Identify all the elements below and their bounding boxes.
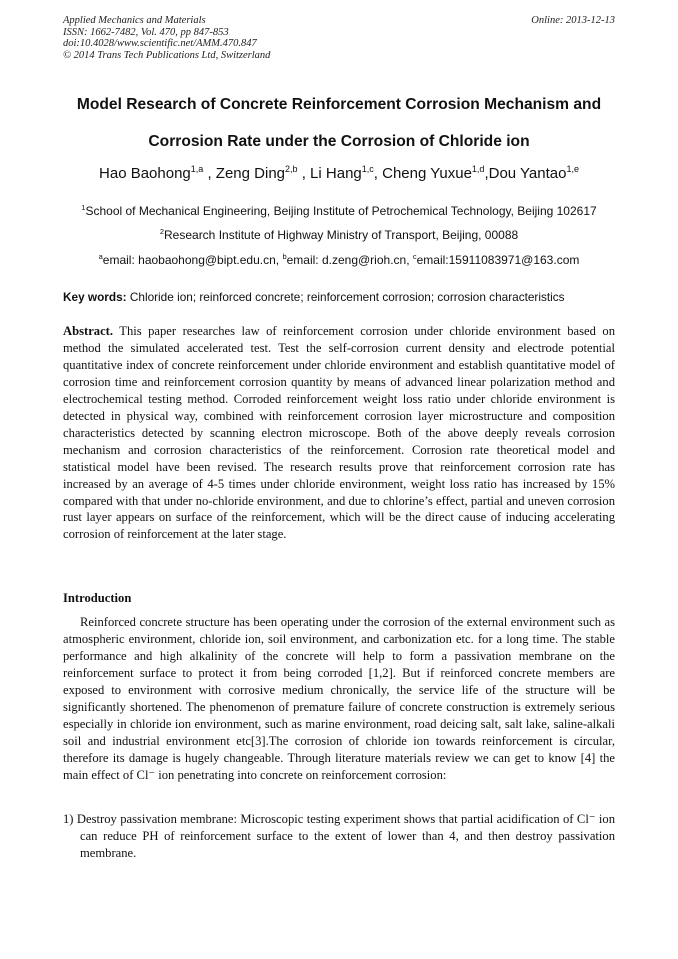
list-item: 1) Destroy passivation membrane: Microscopic testing experiment shows that partial acidification of Cl⁻ ion can reduce PH of reinforcement surface to the extent of lower than 4, and then destroy passivation membrane. — [63, 812, 615, 860]
author-name: Dou Yantao — [488, 165, 567, 182]
journal-name: Applied Mechanics and Materials — [63, 15, 206, 26]
keywords-label: Key words: — [63, 290, 127, 304]
author-superscript: 2,b — [285, 164, 298, 174]
introduction-paragraph: Reinforced concrete structure has been operating under the corrosion of the external environment such as atmospheric environment, chloride ion, soil environment, and carbonization etc. for a long time. The stable performance and high alkalinity of the concrete will help to form a passivation membrane on the reinforcement surface to protect it from being corroded [1,2]. But if reinforced concrete members are exposed to environment with corrosive medium chronically, the service life of the structure will be significantly shortened. The phenomenon of premature failure of concrete construction is extremely serious especially in chloride ion environment, such as marine environment, road deicing salt, salt lake, saline-alkali soil and industrial environment etc[3].The corrosion of chloride ion towards reinforcement is circular, therefore its damage is hugely changeable. Through literature materials review we can get to know [4] the main effect of Cl⁻ ion penetrating into concrete on reinforcement corrosion: — [63, 615, 615, 782]
email-superscript: a — [98, 252, 103, 261]
author-separator: , — [484, 165, 489, 182]
email-superscript: c — [412, 252, 417, 261]
author-name: Zeng Ding — [215, 165, 286, 182]
author-separator: , — [373, 165, 383, 182]
affiliation-1 — [20, 204, 658, 218]
author-list — [20, 165, 658, 182]
affiliation-superscript: 1 — [81, 203, 86, 212]
affiliation-text: School of Mechanical Engineering, Beijing Institute of Petrochemical Technology, Beijing 102617 — [85, 204, 597, 218]
keywords-line — [63, 290, 615, 304]
author-separator: , — [203, 165, 216, 182]
author-superscript: 1,c — [361, 164, 374, 174]
author-name: Cheng Yuxue — [382, 165, 472, 182]
online-date: Online: 2013-12-13 — [531, 15, 615, 26]
email-superscript: b — [282, 252, 287, 261]
abstract-label: Abstract. — [63, 324, 114, 338]
email-c: email:15911083971@163.com — [416, 253, 580, 267]
author-name: Hao Baohong — [99, 165, 191, 182]
title-line-2: Corrosion Rate under the Corrosion of Chloride ion — [148, 133, 530, 150]
abstract-text: This paper researches law of reinforcement corrosion under chloride environment based on method the simulated accelerated test. Test the self-corrosion current density and electrode potential quantitative index of concrete reinforcement under chloride environment and establish quantitative model of corrosion time and reinforcement corrosion quantity by means of advanced linear polarization method and electrochemical testing method. Corroded reinforcement weight loss ratio under chloride environment is detected in physical way, combined with reinforcement corrosion layer microstructure and composition characteristics detected by scanning electron microscope. Both of the above deeply reveals corrosion mechanism and corrosion characteristics of the reinforcement. Corrosion rate theoretical model and statistical model have been revised. The research results prove that reinforcement corrosion rate has increased by an average of 4-5 times under chloride environment, weight loss ratio has increased by 15% compared with that under no-chloride environment, and due to chlorine’s effect, partial and uneven corrosion rust layer appears on surface of the reinforcement, which will be the direct cause of inducing accelerating corrosion of reinforcement at the later stage. — [63, 324, 615, 542]
journal-header — [63, 15, 615, 61]
issn-line: ISSN: 1662-7482, Vol. 470, pp 847-853 — [63, 26, 229, 38]
affiliation-text: Research Institute of Highway Ministry of Transport, Beijing, 00088 — [164, 228, 519, 242]
author-separator: , — [297, 165, 311, 182]
title-line-1: Model Research of Concrete Reinforcement Corrosion Mechanism and — [76, 96, 602, 113]
keywords-text: Chloride ion; reinforced concrete; reinforcement corrosion; corrosion characteristics — [126, 290, 565, 304]
paper-title — [40, 86, 638, 160]
abstract-paragraph — [63, 323, 615, 543]
copyright-line: © 2014 Trans Tech Publications Ltd, Switzerland — [63, 49, 271, 61]
email-b: email: d.zeng@rioh.cn, — [286, 253, 413, 267]
email-a: email: haobaohong@bipt.edu.cn, — [102, 253, 283, 267]
author-superscript: 1,d — [471, 164, 485, 174]
author-superscript: 1,a — [190, 164, 204, 174]
doi-line: doi:10.4028/www.scientific.net/AMM.470.847 — [63, 38, 257, 49]
affiliation-superscript: 2 — [159, 227, 164, 236]
author-emails — [20, 253, 658, 267]
affiliation-2 — [20, 228, 658, 242]
author-superscript: 1,e — [566, 164, 579, 174]
author-name: Li Hang — [310, 165, 362, 182]
section-heading-introduction: Introduction — [63, 591, 132, 605]
